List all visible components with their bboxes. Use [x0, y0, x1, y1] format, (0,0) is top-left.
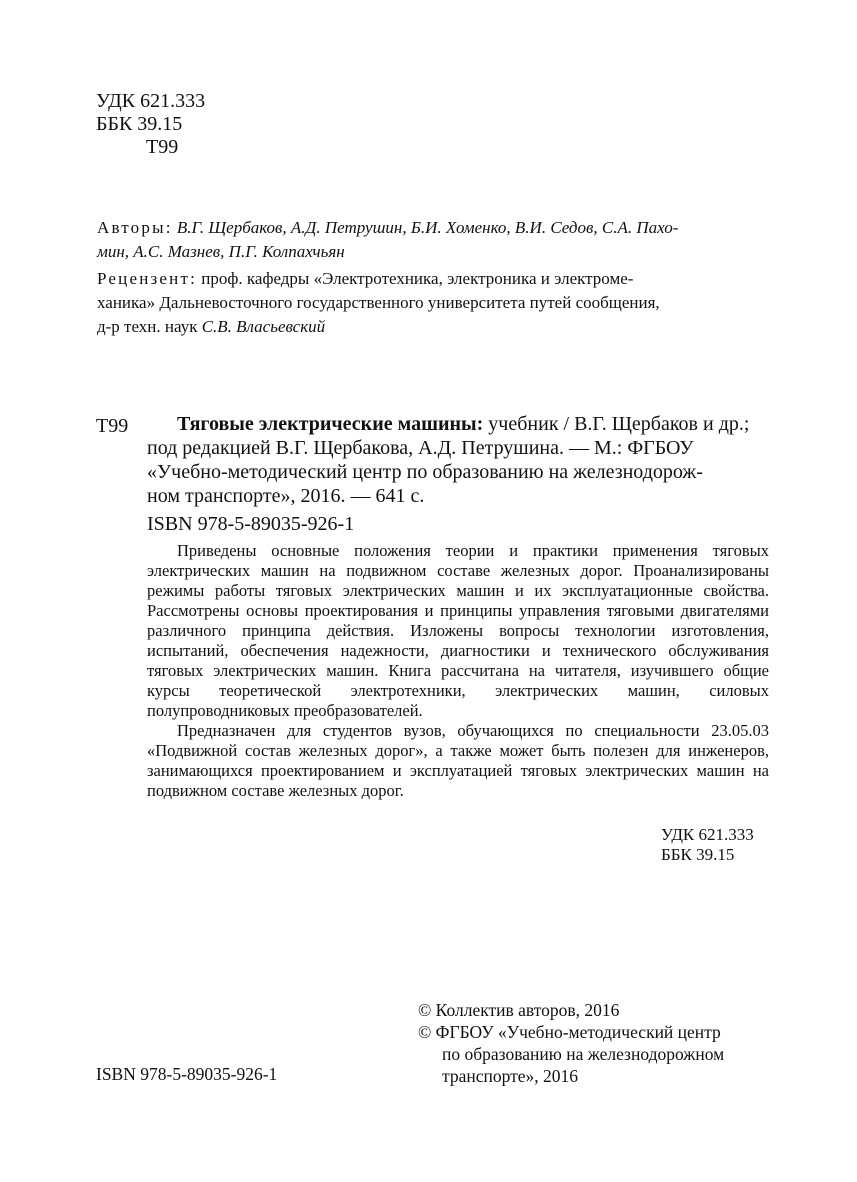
bibliography-entry — [147, 412, 774, 508]
abstract-paragraph-2: Предназначен для студентов вузов, обучающихся по специальности 23.05.03 «Подвижной состав железных дорог», а также может быть полезен для инженеров, занимающихся проектированием и эксплуатацией тяговых электрических машин на подвижном составе железных дорог. — [147, 721, 769, 800]
copyright-block — [418, 999, 724, 1087]
copyright-line-1: © Коллектив авторов, 2016 — [418, 1000, 620, 1020]
book-title: Тяговые электрические машины: — [177, 413, 484, 435]
authors-names-1: В.Г. Щербаков, А.Д. Петрушин, Б.И. Хоменко, В.И. Седов, С.А. Пахо- — [176, 218, 679, 237]
reviewer-text-2: ханика» Дальневосточного государственного университета путей сообщения, — [97, 293, 660, 312]
classification-bottom — [661, 825, 754, 865]
bbk-code: ББК 39.15 — [96, 113, 183, 135]
bibliography-code: Т99 — [96, 415, 129, 437]
bib-line-3: «Учебно-методический центр по образованию на железнодорож- — [147, 461, 703, 483]
copyright-line-2: © ФГБОУ «Учебно-методический центр — [418, 1022, 721, 1042]
classification-top — [96, 90, 205, 159]
udk-code-bottom: УДК 621.333 — [661, 825, 754, 844]
authors-names-2: мин, А.С. Мазнев, П.Г. Колпахчьян — [97, 242, 345, 261]
bib-line-2: под редакцией В.Г. Щербакова, А.Д. Петрушина. — М.: ФГБОУ — [147, 437, 694, 459]
reviewer-name: С.В. Власьевский — [201, 317, 326, 336]
abstract — [147, 541, 769, 801]
isbn-bottom: ISBN 978-5-89035-926-1 — [96, 1064, 278, 1084]
authors-block — [97, 216, 773, 264]
reviewer-degree: д-р техн. наук — [97, 317, 198, 336]
bib-line-4: ном транспорте», 2016. — 641 с. — [147, 485, 425, 507]
copyright-line-4: транспорте», 2016 — [442, 1066, 579, 1086]
author-sign: Т99 — [146, 136, 179, 158]
reviewer-label: Рецензент: — [97, 269, 198, 288]
bib-line-1: учебник / В.Г. Щербаков и др.; — [488, 413, 750, 435]
udk-code: УДК 621.333 — [96, 90, 206, 112]
abstract-paragraph-1: Приведены основные положения теории и практики применения тяговых электрических машин на подвижном составе железных дорог. Проанализированы режимы работы тяговых электрических машин и их эксплуатационные свойства. Рассмотрены основы проектирования и принципы управления тяговыми двигателями различного принципа действия. Изложены вопросы технологии изготовления, испытаний, обеспечения надежности, диагностики и технического обслуживания тяговых электрических машин. Книга рассчитана на читателя, изучившего общие курсы теоретической электротехники, электрических машин, силовых полупроводниковых преобразователей. — [147, 541, 769, 720]
isbn-main: ISBN 978-5-89035-926-1 — [147, 513, 355, 535]
reviewer-block — [97, 267, 773, 339]
authors-label: Авторы: — [97, 218, 173, 237]
bbk-code-bottom: ББК 39.15 — [661, 845, 735, 864]
reviewer-text-1: проф. кафедры «Электротехника, электроника и электроме- — [201, 269, 634, 288]
copyright-line-3: по образованию на железнодорожном — [442, 1044, 725, 1064]
